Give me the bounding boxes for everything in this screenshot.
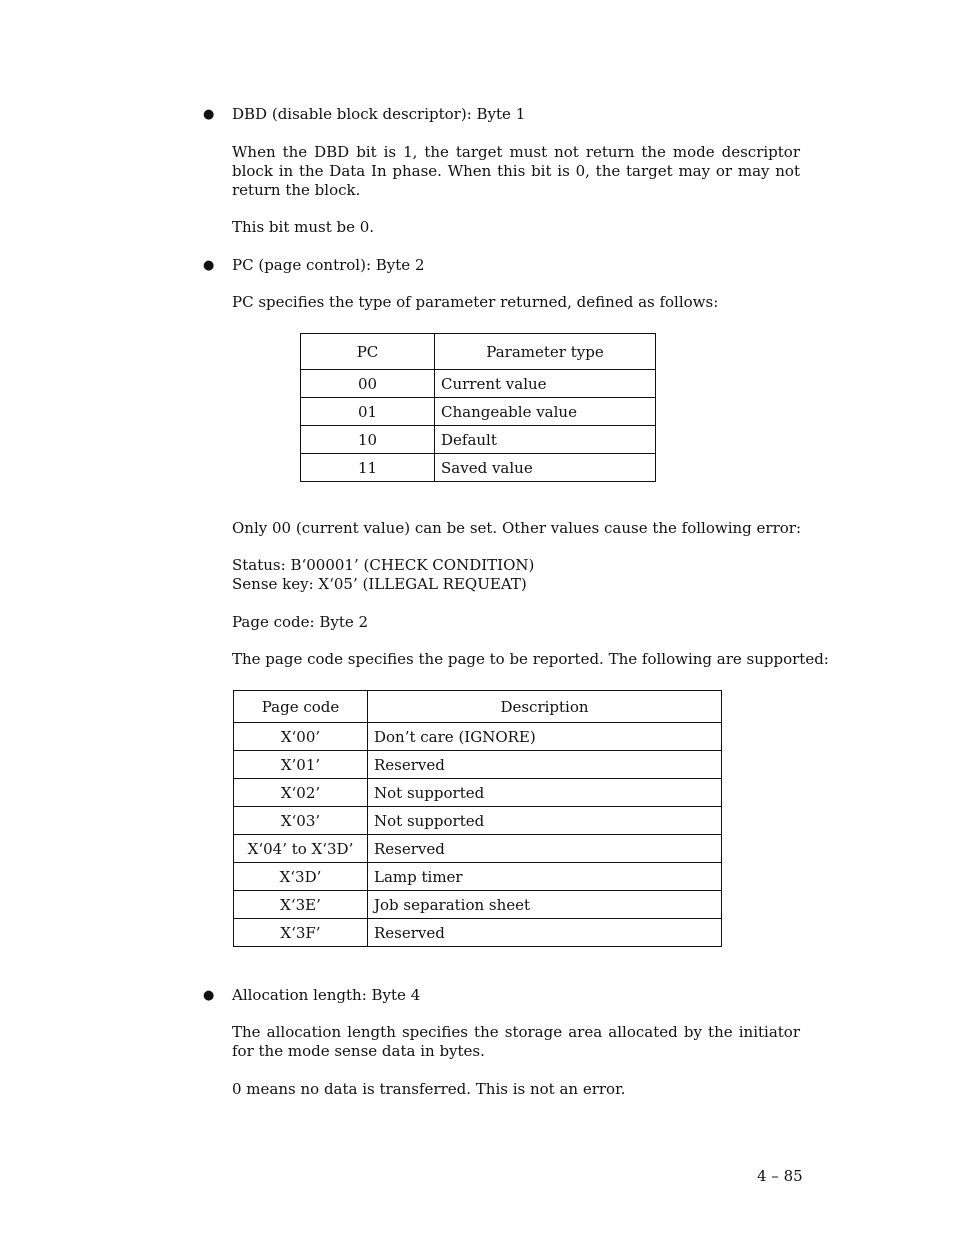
dbd-heading: DBD (disable block descriptor): Byte 1 <box>232 105 526 123</box>
status-line: Status: B‘00001’ (CHECK CONDITION) <box>232 556 535 574</box>
table-cell: 01 <box>301 398 435 426</box>
table-row <box>234 807 722 835</box>
table-cell: Reserved <box>368 835 722 863</box>
table-header-cell: Description <box>368 691 722 723</box>
table-header-row <box>301 334 656 370</box>
page-code-table <box>233 690 722 947</box>
dbd-paragraph: When the DBD bit is 1, the target must not return the mode descriptor block in the Data In phase. When this bit is 0, the target may or may not return the block. <box>232 143 800 199</box>
table-row <box>234 751 722 779</box>
bullet-icon: ● <box>203 988 215 1003</box>
bullet-icon: ● <box>203 107 215 122</box>
table-header-cell: Page code <box>234 691 368 723</box>
page-code-heading: Page code: Byte 2 <box>232 613 369 631</box>
dbd-note: This bit must be 0. <box>232 218 375 236</box>
table-cell: X’01’ <box>234 751 368 779</box>
table-cell: X‘02’ <box>234 779 368 807</box>
bullet-icon: ● <box>203 258 215 273</box>
table-row <box>301 426 656 454</box>
alloc-note: 0 means no data is transferred. This is not an error. <box>232 1080 626 1098</box>
table-row <box>234 835 722 863</box>
table-row <box>301 370 656 398</box>
pc-table <box>300 333 656 482</box>
table-row <box>234 779 722 807</box>
table-cell: X‘04’ to X‘3D’ <box>234 835 368 863</box>
table-cell: 11 <box>301 454 435 482</box>
table-header-row <box>234 691 722 723</box>
table-row <box>234 891 722 919</box>
table-header-cell: Parameter type <box>435 334 656 370</box>
sense-key-line: Sense key: X‘05’ (ILLEGAL REQUEAT) <box>232 575 527 593</box>
table-header-cell: PC <box>301 334 435 370</box>
page-number: 4 – 85 <box>757 1167 803 1185</box>
table-cell: Lamp timer <box>368 863 722 891</box>
alloc-paragraph: The allocation length specifies the storage area allocated by the initiator for the mode sense data in bytes. <box>232 1023 800 1060</box>
table-cell: X‘00’ <box>234 723 368 751</box>
table-cell: Changeable value <box>435 398 656 426</box>
table-cell: X‘3E’ <box>234 891 368 919</box>
alloc-heading: Allocation length: Byte 4 <box>232 986 421 1004</box>
pc-heading: PC (page control): Byte 2 <box>232 256 425 274</box>
table-cell: Reserved <box>368 751 722 779</box>
table-row <box>234 863 722 891</box>
table-cell: Saved value <box>435 454 656 482</box>
table-row <box>301 398 656 426</box>
table-cell: 00 <box>301 370 435 398</box>
pc-error-note: Only 00 (current value) can be set. Other values cause the following error: <box>232 519 802 537</box>
table-cell: Default <box>435 426 656 454</box>
table-row <box>301 454 656 482</box>
table-cell: Not supported <box>368 779 722 807</box>
table-cell: Current value <box>435 370 656 398</box>
table-cell: Job separation sheet <box>368 891 722 919</box>
table-cell: Reserved <box>368 919 722 947</box>
table-cell: Don’t care (IGNORE) <box>368 723 722 751</box>
page-code-intro: The page code specifies the page to be reported. The following are supported: <box>232 650 829 668</box>
table-cell: 10 <box>301 426 435 454</box>
table-cell: X‘3D’ <box>234 863 368 891</box>
table-cell: X‘03’ <box>234 807 368 835</box>
table-row <box>234 919 722 947</box>
table-row <box>234 723 722 751</box>
pc-intro: PC specifies the type of parameter returned, defined as follows: <box>232 293 719 311</box>
table-cell: Not supported <box>368 807 722 835</box>
table-cell: X‘3F’ <box>234 919 368 947</box>
